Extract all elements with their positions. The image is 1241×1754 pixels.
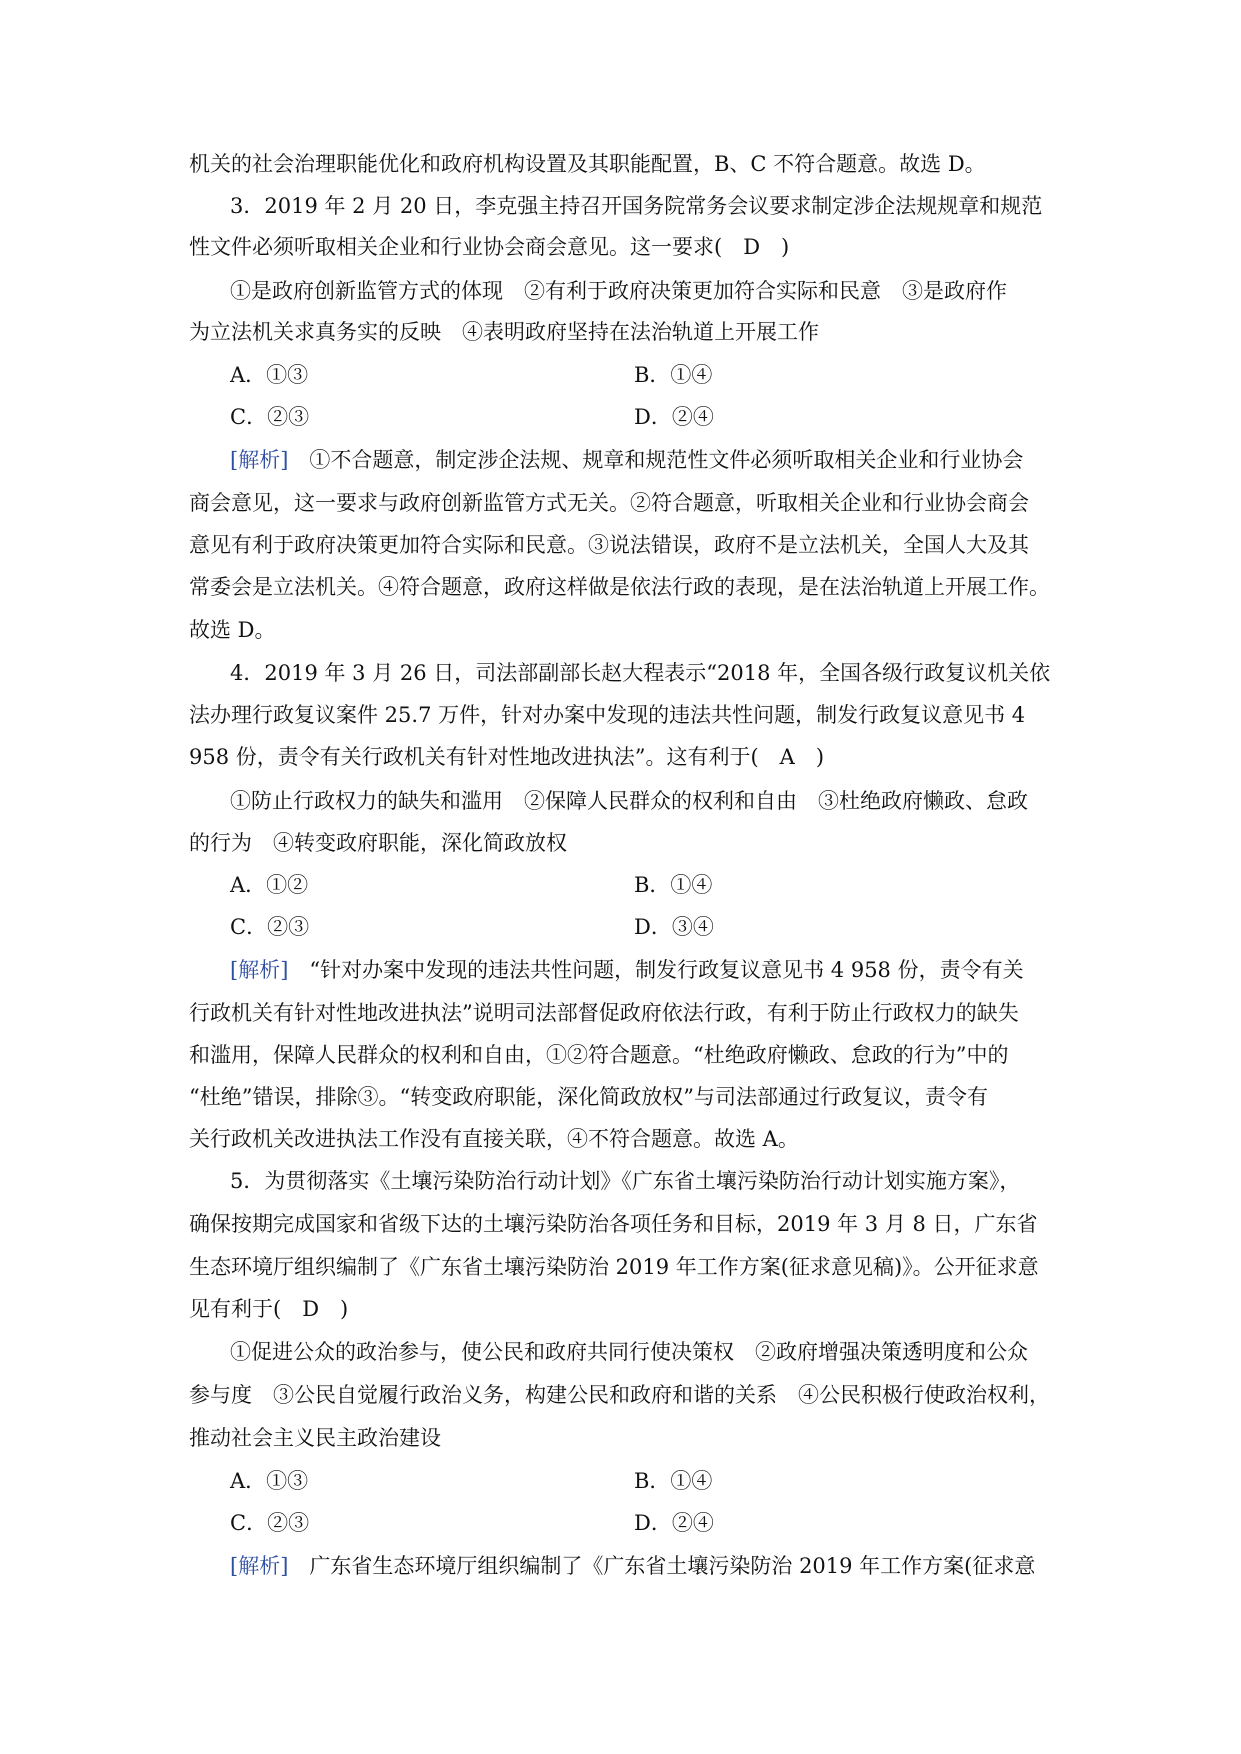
text-line: 958 份，责令有关行政机关有针对性地改进执法”。这有利于( A ) (189, 745, 825, 769)
text-line: 法办理行政复议案件 25.7 万件，针对办案中发现的违法共性问题，制发行政复议意见书 4 (189, 703, 1026, 727)
q5-analysis-line: [解析] 广东省生态环境厅组织编制了《广东省土壤污染防治 2019 年工作方案(征求意 (230, 1554, 1036, 1578)
q4-analysis-line: 关行政机关改进执法工作没有直接关联，④不符合题意。故选 A。 (189, 1127, 799, 1151)
q4-option-b: B．①④ (634, 873, 713, 897)
text-line: 的行为 ④转变政府职能，深化简政放权 (189, 831, 567, 855)
analysis-tag: [解析] (230, 448, 289, 472)
q3-analysis-line: [解析] ①不合题意，制定涉企法规、规章和规范性文件必须听取相关企业和行业协会 (230, 448, 1024, 472)
text-line: 性文件必须听取相关企业和行业协会商会意见。这一要求( D ) (189, 235, 790, 259)
q4-analysis-line: 行政机关有针对性地改进执法”说明司法部督促政府依法行政，有利于防止行政权力的缺失 (189, 1001, 1019, 1025)
q3-analysis-line: 常委会是立法机关。④符合题意，政府这样做是依法行政的表现，是在法治轨道上开展工作。 (189, 575, 1050, 599)
text-line: 机关的社会治理职能优化和政府机构设置及其职能配置，B、C 不符合题意。故选 D。 (189, 152, 986, 176)
text-line: 参与度 ③公民自觉履行政治义务，构建公民和政府和谐的关系 ④公民积极行使政治权利， (189, 1383, 1050, 1407)
q4-option-d: D．③④ (634, 915, 714, 939)
q5-option-d: D．②④ (634, 1511, 714, 1535)
q3-option-a: A．①③ (230, 363, 309, 387)
question-3-choices: ①是政府创新监管方式的体现 ②有利于政府决策更加符合实际和民意 ③是政府作 (230, 279, 1007, 303)
analysis-tag: [解析] (230, 958, 289, 982)
q3-option-c: C．②③ (230, 405, 310, 429)
q5-option-b: B．①④ (634, 1469, 713, 1493)
text-line: 确保按期完成国家和省级下达的土壤污染防治各项任务和目标，2019 年 3 月 8 日，广东省 (189, 1212, 1038, 1236)
q4-analysis-line: 和滥用，保障人民群众的权利和自由，①②符合题意。“杜绝政府懒政、怠政的行为”中的 (189, 1043, 1009, 1067)
question-5-choices: ①促进公众的政治参与，使公民和政府共同行使决策权 ②政府增强决策透明度和公众 (230, 1340, 1028, 1364)
q4-option-a: A．①② (230, 873, 309, 897)
q4-option-c: C．②③ (230, 915, 310, 939)
text-line: 生态环境厅组织编制了《广东省土壤污染防治 2019 年工作方案(征求意见稿)》。公开征求意 (189, 1255, 1039, 1279)
q3-analysis-line: 商会意见，这一要求与政府创新监管方式无关。②符合题意，听取相关企业和行业协会商会 (189, 491, 1029, 515)
q3-analysis-line: 意见有利于政府决策更加符合实际和民意。③说法错误，政府不是立法机关，全国人大及其 (189, 533, 1029, 557)
text-line: 见有利于( D ) (189, 1297, 349, 1321)
q3-option-b: B．①④ (634, 363, 713, 387)
q5-option-a: A．①③ (230, 1469, 309, 1493)
q5-option-c: C．②③ (230, 1511, 310, 1535)
text-line: 推动社会主义民主政治建设 (189, 1426, 441, 1450)
q3-analysis-line: 故选 D。 (189, 618, 276, 642)
question-5-stem: 5．为贯彻落实《土壤污染防治行动计划》《广东省土壤污染防治行动计划实施方案》， (230, 1169, 1021, 1193)
q4-analysis-line: “杜绝”错误，排除③。“转变政府职能，深化简政放权”与司法部通过行政复议，责令有 (189, 1085, 988, 1109)
question-3-stem: 3．2019 年 2 月 20 日，李克强主持召开国务院常务会议要求制定涉企法规规章和规范 (230, 194, 1043, 218)
q4-analysis-line: [解析] “针对办案中发现的违法共性问题，制发行政复议意见书 4 958 份，责令有关 (230, 958, 1024, 982)
question-4-stem: 4．2019 年 3 月 26 日，司法部副部长赵大程表示“2018 年，全国各级行政复议机关依 (230, 661, 1051, 685)
analysis-tag: [解析] (230, 1554, 289, 1578)
text-line: 为立法机关求真务实的反映 ④表明政府坚持在法治轨道上开展工作 (189, 320, 819, 344)
question-4-choices: ①防止行政权力的缺失和滥用 ②保障人民群众的权利和自由 ③杜绝政府懒政、怠政 (230, 789, 1028, 813)
q3-option-d: D．②④ (634, 405, 714, 429)
